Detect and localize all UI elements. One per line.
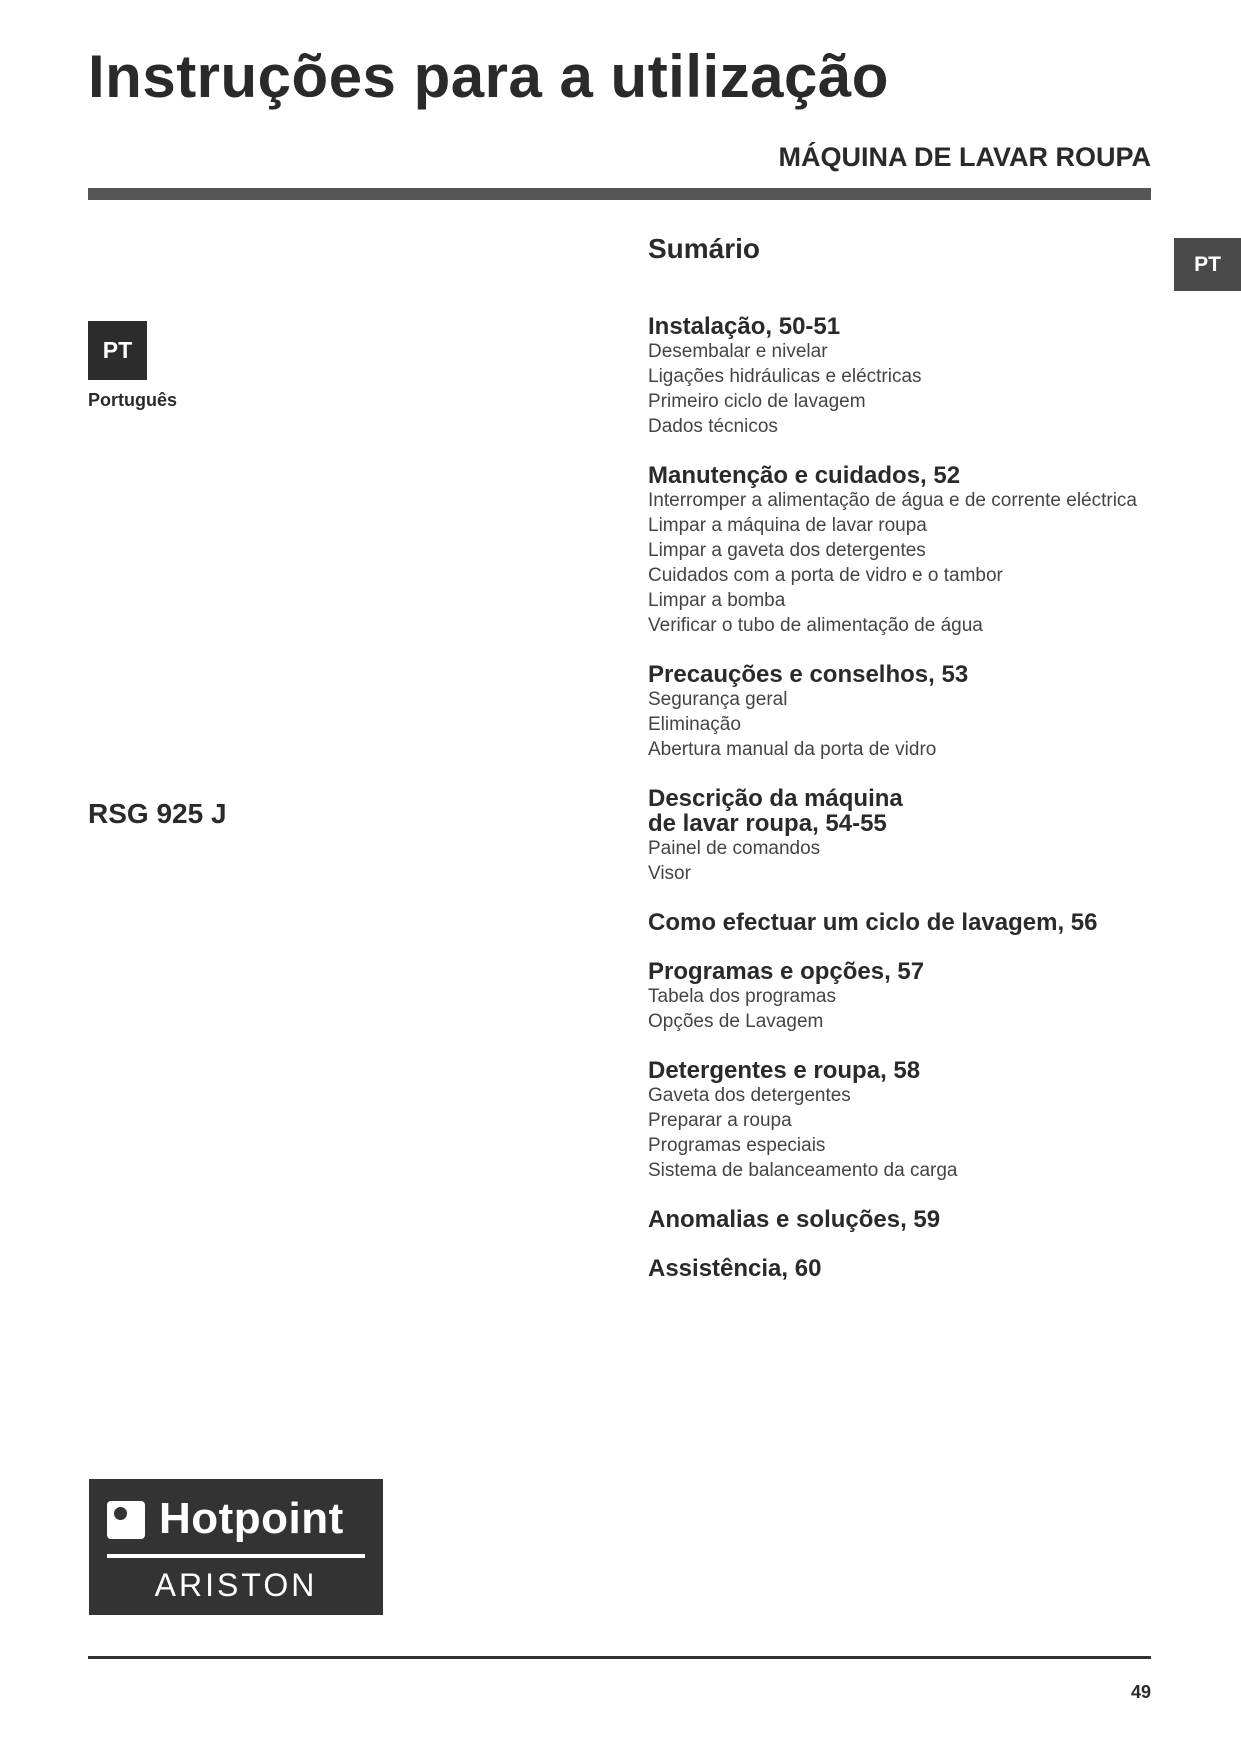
toc-item: Cuidados com a porta de vidro e o tambor — [648, 565, 1003, 586]
toc-sections — [648, 314, 1168, 1281]
toc-item-list — [648, 488, 1168, 638]
toc-section-title: Instalação, 50-51 — [648, 313, 841, 340]
table-of-contents — [648, 232, 1168, 1305]
brand-logo — [89, 1479, 383, 1615]
toc-section — [648, 463, 1168, 638]
language-side-tab: PT — [1174, 238, 1241, 291]
toc-item: Verificar o tubo de alimentação de água — [648, 615, 983, 636]
toc-item: Limpar a máquina de lavar roupa — [648, 515, 927, 536]
toc-heading: Sumário — [648, 233, 761, 264]
toc-item: Limpar a bomba — [648, 590, 786, 611]
product-type-subtitle: MÁQUINA DE LAVAR ROUPA — [778, 142, 1151, 172]
toc-section-title: Precauções e conselhos, 53 — [648, 661, 969, 688]
toc-item: Segurança geral — [648, 689, 788, 710]
toc-item: Visor — [648, 863, 691, 884]
toc-section-title: Como efectuar um ciclo de lavagem, 56 — [648, 909, 1098, 936]
toc-section — [648, 1207, 1168, 1232]
toc-item: Dados técnicos — [648, 416, 778, 437]
footer-divider — [88, 1656, 1151, 1659]
toc-item: Gaveta dos detergentes — [648, 1085, 851, 1106]
logo-brand-text: Hotpoint — [159, 1494, 344, 1543]
toc-section — [648, 314, 1168, 439]
toc-section — [648, 910, 1168, 935]
toc-item-list — [648, 687, 1168, 762]
toc-section-title: Manutenção e cuidados, 52 — [648, 462, 961, 489]
toc-section — [648, 1256, 1168, 1281]
toc-section-title: Detergentes e roupa, 58 — [648, 1057, 921, 1084]
toc-item-list — [648, 984, 1168, 1034]
toc-item: Opções de Lavagem — [648, 1011, 824, 1032]
toc-section — [648, 959, 1168, 1034]
toc-item: Desembalar e nivelar — [648, 341, 828, 362]
toc-item: Sistema de balanceamento da carga — [648, 1160, 958, 1181]
page-title: Instruções para a utilização — [88, 43, 889, 110]
toc-item: Abertura manual da porta de vidro — [648, 739, 937, 760]
toc-section-title: Anomalias e soluções, 59 — [648, 1206, 941, 1233]
toc-item-list — [648, 339, 1168, 439]
toc-item: Programas especiais — [648, 1135, 826, 1156]
model-number: RSG 925 J — [88, 798, 227, 829]
page-number: 49 — [1130, 1682, 1151, 1702]
toc-section — [648, 786, 1168, 886]
header-divider — [88, 188, 1151, 200]
toc-section — [648, 662, 1168, 762]
toc-item-list — [648, 1083, 1168, 1183]
toc-section-title: Assistência, 60 — [648, 1255, 822, 1282]
toc-section — [648, 1058, 1168, 1183]
hotpoint-mark-icon — [107, 1501, 145, 1539]
toc-item-list — [648, 836, 1168, 886]
toc-item: Preparar a roupa — [648, 1110, 792, 1131]
toc-item: Limpar a gaveta dos detergentes — [648, 540, 926, 561]
logo-sub-text: ARISTON — [154, 1567, 318, 1603]
toc-section-title: Descrição da máquina de lavar roupa, 54-55 — [648, 785, 903, 837]
logo-divider — [107, 1554, 365, 1558]
toc-item: Ligações hidráulicas e eléctricas — [648, 366, 922, 387]
language-name: Português — [88, 390, 178, 410]
toc-item: Interromper a alimentação de água e de corrente eléctrica — [648, 490, 1137, 511]
toc-item: Tabela dos programas — [648, 986, 836, 1007]
toc-item: Primeiro ciclo de lavagem — [648, 391, 866, 412]
language-badge: PT — [88, 321, 147, 380]
toc-item: Eliminação — [648, 714, 741, 735]
toc-section-title: Programas e opções, 57 — [648, 958, 925, 985]
toc-item: Painel de comandos — [648, 838, 821, 859]
